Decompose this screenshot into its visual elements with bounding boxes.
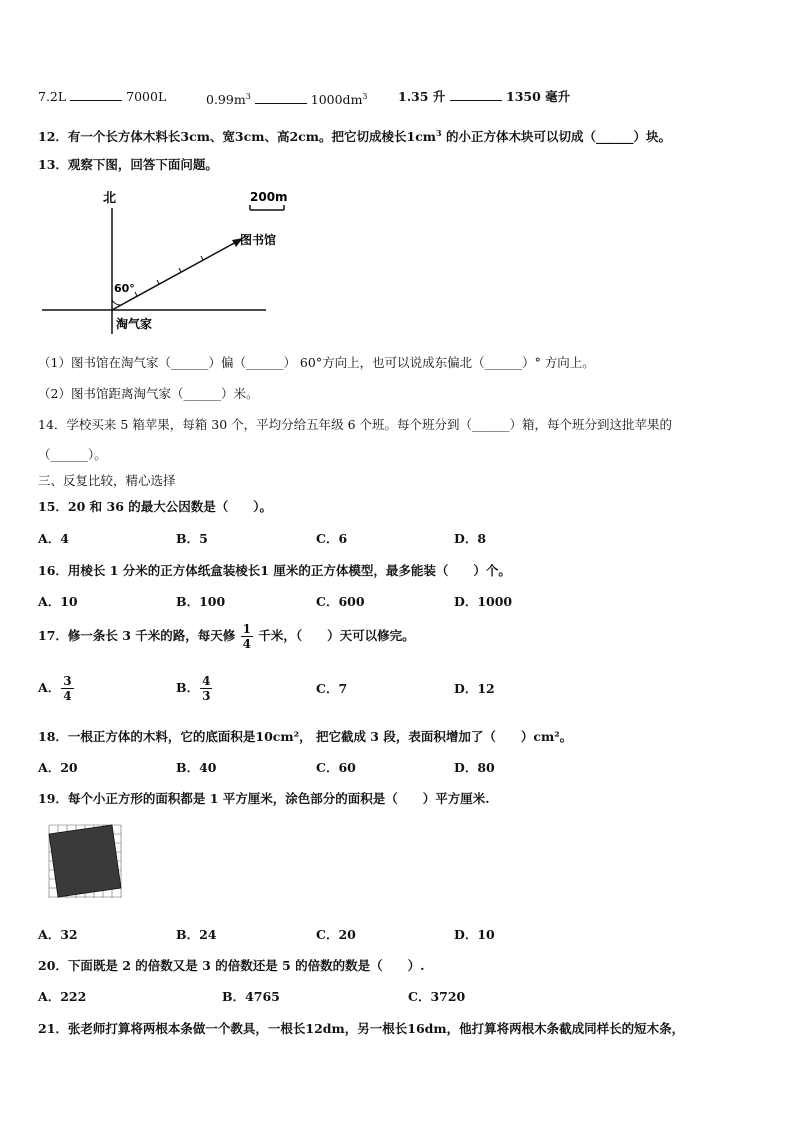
compare-b-right: 1000dm — [310, 92, 363, 108]
q19-option-a[interactable]: A．32 — [38, 927, 78, 942]
q17-option-c[interactable]: C．7 — [316, 681, 348, 696]
q18-option-a[interactable]: A．20 — [38, 760, 78, 775]
library-label: 图书馆 — [240, 233, 277, 247]
q20-option-b[interactable]: B．4765 — [222, 989, 280, 1004]
question-16: 16．用棱长 1 分米的正方体纸盒装棱长1 厘米的正方体模型，最多能装（ ）个。 — [38, 563, 511, 578]
q17-option-b-fraction: $\frac{4}{3}$ — [202, 674, 211, 703]
direction-diagram — [40, 186, 300, 336]
question-17: 17．修一条长 3 千米的路，每天修 $\frac{1}{4}$ 千米，（ ）天可以修完。 — [38, 622, 415, 651]
q17-option-a[interactable]: A． $\frac{3}{4}$ — [38, 674, 72, 703]
q15-option-a[interactable]: A．4 — [38, 531, 69, 546]
q16-option-b[interactable]: B．100 — [176, 594, 226, 609]
q18-option-b[interactable]: B．40 — [176, 760, 217, 775]
q15-option-b[interactable]: B．5 — [176, 531, 208, 546]
question-13-title: 13．观察下图，回答下面问题。 — [38, 157, 218, 172]
q19-option-d[interactable]: D．10 — [454, 927, 495, 942]
question-13-sub2: （2）图书馆距离淘气家（______）米。 — [38, 386, 259, 401]
unit-compare-row — [38, 88, 166, 106]
question-12: 12．有一个长方体木料长3cm、宽3cm、高2cm。把它切成棱长$1cm^3$ 的小正方体木块可以切成（______）块。 — [38, 128, 671, 145]
q15-option-c[interactable]: C．6 — [316, 531, 348, 546]
q20-option-c[interactable]: C．3720 — [408, 989, 466, 1004]
q15-option-d[interactable]: D．8 — [454, 531, 487, 546]
question-14-line2: （______）。 — [38, 447, 107, 462]
q17-option-b[interactable]: B． $\frac{4}{3}$ — [176, 674, 211, 703]
question-18: 18．一根正方体的木料，它的底面积是10cm²， 把它截成 3 段，表面积增加了（ ）cm²。 — [38, 729, 573, 744]
scale-label: 200m — [250, 190, 288, 204]
q16-option-c[interactable]: C．600 — [316, 594, 365, 609]
question-14-line1: 14．学校买来 5 箱苹果，每箱 30 个，平均分给五年级 6 个班。每个班分到（______）箱，每个班分到这批苹果的 — [38, 417, 673, 432]
compare-a-blank[interactable] — [70, 88, 122, 101]
shaded-square — [49, 825, 121, 897]
question-19: 19．每个小正方形的面积都是 1 平方厘米，涂色部分的面积是（ ）平方厘米. — [38, 791, 490, 806]
question-15: 15．20 和 36 的最大公因数是（ ）。 — [38, 499, 272, 514]
q17-option-a-fraction: $\frac{3}{4}$ — [63, 674, 72, 703]
question-20: 20．下面既是 2 的倍数又是 3 的倍数还是 5 的倍数的数是（ ）. — [38, 958, 425, 973]
q18-option-c[interactable]: C．60 — [316, 760, 356, 775]
question-21: 21．张老师打算将两根本条做一个教具，一根长12dm，另一根长16dm，他打算将两根木条截成同样长的短木条， — [38, 1021, 685, 1036]
q17-option-d[interactable]: D．12 — [454, 681, 495, 696]
compare-c-blank[interactable] — [450, 88, 502, 101]
north-label: 北 — [103, 191, 117, 206]
compare-c-left: 1.35 升 — [398, 89, 446, 104]
q17-fraction: $\frac{1}{4}$ — [242, 622, 252, 651]
compare-b-blank[interactable] — [255, 91, 307, 104]
q18-option-d[interactable]: D．80 — [454, 760, 495, 775]
compare-b-left: 0.99m — [206, 92, 246, 108]
home-label: 淘气家 — [116, 317, 153, 331]
q19-option-c[interactable]: C．20 — [316, 927, 356, 942]
section-3-heading: 三、反复比较，精心选择 — [38, 473, 176, 488]
compare-a-left: 7.2L — [38, 89, 67, 104]
compare-c-right: 1350 毫升 — [506, 89, 571, 104]
compare-a-right: 7000L — [126, 89, 167, 104]
q16-option-d[interactable]: D．1000 — [454, 594, 513, 609]
q20-option-a[interactable]: A．222 — [38, 989, 87, 1004]
compare-c — [398, 88, 570, 106]
grid-figure — [48, 824, 124, 900]
question-13-sub1: （1）图书馆在淘气家（______）偏（______） 60°方向上，也可以说成东偏北（______）° 方向上。 — [38, 355, 595, 370]
compare-b: $0.99m^3$ $1000dm^3$ — [206, 92, 368, 108]
q19-option-b[interactable]: B．24 — [176, 927, 217, 942]
angle-label: 60° — [114, 282, 135, 295]
q16-option-a[interactable]: A．10 — [38, 594, 78, 609]
library-direction-line — [112, 241, 238, 310]
